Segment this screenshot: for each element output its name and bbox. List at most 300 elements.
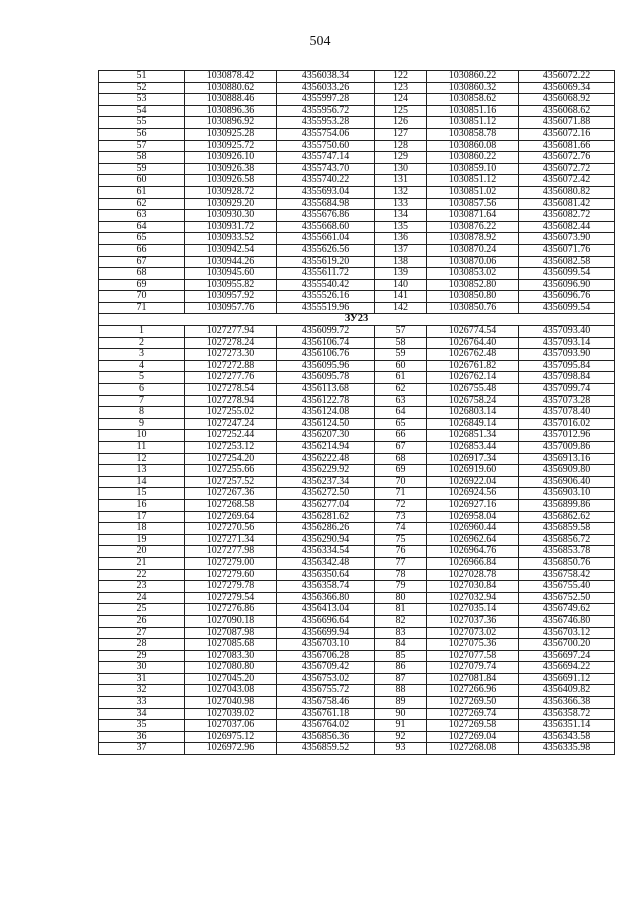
table-cell: 1027028.78 (427, 569, 519, 581)
table-cell: 1030928.72 (185, 186, 277, 198)
table-cell: 1027272.88 (185, 360, 277, 372)
table-cell: 1027037.06 (185, 720, 277, 732)
table-cell: 4356286.26 (277, 523, 375, 535)
table-row (99, 384, 615, 396)
table-cell: 78 (375, 569, 427, 581)
table-row (99, 731, 615, 743)
table-cell: 4355668.60 (277, 221, 375, 233)
table-cell: 61 (375, 372, 427, 384)
table-cell: 4356072.72 (519, 163, 615, 175)
table-cell: 4356413.04 (277, 604, 375, 616)
table-cell: 80 (375, 592, 427, 604)
table-row (99, 442, 615, 454)
table-cell: 1027039.02 (185, 708, 277, 720)
table-cell: 1030860.22 (427, 71, 519, 83)
table-cell: 4356096.90 (519, 279, 615, 291)
table-cell: 4356856.72 (519, 534, 615, 546)
table-cell: 4356095.96 (277, 360, 375, 372)
table-cell: 4356764.02 (277, 720, 375, 732)
table-cell: 35 (99, 720, 185, 732)
table-row (99, 523, 615, 535)
table-cell: 4356755.72 (277, 685, 375, 697)
table-cell: 18 (99, 523, 185, 535)
table-cell: 81 (375, 604, 427, 616)
table-cell: 1030860.32 (427, 82, 519, 94)
table-cell: 4356752.50 (519, 592, 615, 604)
table-cell: 4357078.40 (519, 407, 615, 419)
table-cell: 134 (375, 210, 427, 222)
table-cell: 136 (375, 233, 427, 245)
table-cell: 4357016.02 (519, 418, 615, 430)
table-cell: 4356913.16 (519, 453, 615, 465)
table-cell: 4356758.46 (277, 697, 375, 709)
table-cell: 1030851.02 (427, 186, 519, 198)
table-cell: 36 (99, 731, 185, 743)
table-cell: 79 (375, 581, 427, 593)
table-cell: 4356106.76 (277, 349, 375, 361)
table-cell: 60 (375, 360, 427, 372)
table-row (99, 128, 615, 140)
table-cell: 1026975.12 (185, 731, 277, 743)
table-cell: 1027079.74 (427, 662, 519, 674)
table-cell: 1027277.94 (185, 326, 277, 338)
table-cell: 1027278.24 (185, 337, 277, 349)
table-cell: 4356207.30 (277, 430, 375, 442)
table-cell: 1026922.04 (427, 476, 519, 488)
table-cell: 4356350.64 (277, 569, 375, 581)
table-cell: 4356366.38 (519, 697, 615, 709)
table-cell: 4356222.48 (277, 453, 375, 465)
table-cell: 1026962.64 (427, 534, 519, 546)
table-cell: 23 (99, 581, 185, 593)
table-cell: 72 (375, 499, 427, 511)
table-cell: 1027277.76 (185, 372, 277, 384)
table-cell: 139 (375, 268, 427, 280)
table-cell: 1030850.76 (427, 302, 519, 314)
table-cell: 67 (375, 442, 427, 454)
table-cell: 30 (99, 662, 185, 674)
table-row (99, 71, 615, 83)
table-row (99, 662, 615, 674)
table-cell: 4355740.22 (277, 175, 375, 187)
table-cell: 1027270.56 (185, 523, 277, 535)
table-cell: 76 (375, 546, 427, 558)
table-cell: 4355997.28 (277, 94, 375, 106)
table-cell: 1027279.60 (185, 569, 277, 581)
table-cell: 70 (375, 476, 427, 488)
table-row (99, 592, 615, 604)
table-cell: 4355619.20 (277, 256, 375, 268)
table-cell: 4356072.76 (519, 152, 615, 164)
table-cell: 4356072.42 (519, 175, 615, 187)
table-cell: 58 (375, 337, 427, 349)
table-cell: 4356409.82 (519, 685, 615, 697)
table-cell: 4356909.80 (519, 465, 615, 477)
table-cell: 86 (375, 662, 427, 674)
table-cell: 138 (375, 256, 427, 268)
table-cell: 19 (99, 534, 185, 546)
table-cell: 4356358.72 (519, 708, 615, 720)
table-row (99, 407, 615, 419)
table-cell: 1026761.82 (427, 360, 519, 372)
table-cell: 77 (375, 557, 427, 569)
table-cell: 20 (99, 546, 185, 558)
table-cell: 1 (99, 326, 185, 338)
table-cell: 4356694.22 (519, 662, 615, 674)
table-cell: 89 (375, 697, 427, 709)
table-cell: 1026774.54 (427, 326, 519, 338)
table-cell: 4356366.80 (277, 592, 375, 604)
table-cell: 4356124.08 (277, 407, 375, 419)
table-row (99, 465, 615, 477)
table-row (99, 268, 615, 280)
table-row (99, 198, 615, 210)
table-cell: 4356099.72 (277, 326, 375, 338)
table-cell: 4356862.62 (519, 511, 615, 523)
section-title: ЗУ23 (99, 314, 615, 326)
table-cell: 5 (99, 372, 185, 384)
table-cell: 1030896.36 (185, 105, 277, 117)
table-row (99, 546, 615, 558)
table-cell: 4357073.28 (519, 395, 615, 407)
table-cell: 1027030.84 (427, 581, 519, 593)
table-row (99, 615, 615, 627)
table-cell: 4355953.28 (277, 117, 375, 129)
table-row (99, 627, 615, 639)
table-cell: 60 (99, 175, 185, 187)
table-row (99, 453, 615, 465)
table-cell: 4357093.90 (519, 349, 615, 361)
table-cell: 4356073.90 (519, 233, 615, 245)
table-cell: 142 (375, 302, 427, 314)
table-cell: 61 (99, 186, 185, 198)
table-cell: 1026755.48 (427, 384, 519, 396)
table-cell: 1030852.80 (427, 279, 519, 291)
table-cell: 59 (99, 163, 185, 175)
table-cell: 1027247.24 (185, 418, 277, 430)
table-row (99, 685, 615, 697)
table-cell: 4355684.98 (277, 198, 375, 210)
table-row (99, 163, 615, 175)
table-cell: 56 (99, 128, 185, 140)
table-cell: 75 (375, 534, 427, 546)
table-cell: 4355747.14 (277, 152, 375, 164)
table-cell: 64 (375, 407, 427, 419)
table-cell: 14 (99, 476, 185, 488)
table-cell: 16 (99, 499, 185, 511)
table-row (99, 302, 615, 314)
table-cell: 4357093.40 (519, 326, 615, 338)
table-cell: 1030926.58 (185, 175, 277, 187)
table-cell: 4356699.94 (277, 627, 375, 639)
table-cell: 4355519.96 (277, 302, 375, 314)
table-row (99, 360, 615, 372)
table-cell: 84 (375, 639, 427, 651)
table-cell: 4355661.04 (277, 233, 375, 245)
table-row (99, 650, 615, 662)
table-cell: 1030853.02 (427, 268, 519, 280)
table-row (99, 244, 615, 256)
table-cell: 4356906.40 (519, 476, 615, 488)
table-cell: 4356358.74 (277, 581, 375, 593)
table-cell: 73 (375, 511, 427, 523)
table-cell: 4356229.92 (277, 465, 375, 477)
table-cell: 129 (375, 152, 427, 164)
table-cell: 4356899.86 (519, 499, 615, 511)
table-cell: 4356281.62 (277, 511, 375, 523)
table-cell: 1030878.92 (427, 233, 519, 245)
table-cell: 32 (99, 685, 185, 697)
table-cell: 4355743.70 (277, 163, 375, 175)
table-cell: 1027252.44 (185, 430, 277, 442)
table-cell: 4356096.76 (519, 291, 615, 303)
table-cell: 1027083.30 (185, 650, 277, 662)
table-cell: 4355626.56 (277, 244, 375, 256)
table-cell: 1027276.86 (185, 604, 277, 616)
table-cell: 4356068.62 (519, 105, 615, 117)
table-cell: 1026966.84 (427, 557, 519, 569)
table-cell: 1026919.60 (427, 465, 519, 477)
table-cell: 66 (99, 244, 185, 256)
table-cell: 70 (99, 291, 185, 303)
table-row (99, 349, 615, 361)
table-cell: 64 (99, 221, 185, 233)
table-cell: 1030850.80 (427, 291, 519, 303)
table-cell: 58 (99, 152, 185, 164)
table-cell: 1026964.76 (427, 546, 519, 558)
table-cell: 1027269.04 (427, 731, 519, 743)
table-cell: 12 (99, 453, 185, 465)
table-cell: 4355611.72 (277, 268, 375, 280)
table-cell: 62 (99, 198, 185, 210)
table-cell: 4356903.10 (519, 488, 615, 500)
table-cell: 130 (375, 163, 427, 175)
table-cell: 4356081.42 (519, 198, 615, 210)
table-cell: 4356272.50 (277, 488, 375, 500)
table-cell: 1027081.84 (427, 673, 519, 685)
table-cell: 4356099.54 (519, 268, 615, 280)
table-cell: 4356753.02 (277, 673, 375, 685)
table-cell: 4356124.50 (277, 418, 375, 430)
table-cell: 1027266.96 (427, 685, 519, 697)
table-cell: 1030925.28 (185, 128, 277, 140)
table-cell: 1030945.60 (185, 268, 277, 280)
table-cell: 65 (99, 233, 185, 245)
table-row (99, 395, 615, 407)
coordinates-table (98, 70, 615, 755)
table-cell: 67 (99, 256, 185, 268)
table-cell: 4356696.64 (277, 615, 375, 627)
table-cell: 71 (99, 302, 185, 314)
table-cell: 1026960.44 (427, 523, 519, 535)
table-cell: 13 (99, 465, 185, 477)
table-cell: 1026927.16 (427, 499, 519, 511)
table-row (99, 372, 615, 384)
table-cell: 4356113.68 (277, 384, 375, 396)
table-cell: 140 (375, 279, 427, 291)
table-row (99, 430, 615, 442)
table-cell: 1030858.62 (427, 94, 519, 106)
table-cell: 1027268.08 (427, 743, 519, 755)
table-cell: 1027035.14 (427, 604, 519, 616)
table-cell: 1027278.54 (185, 384, 277, 396)
table-cell: 4356697.24 (519, 650, 615, 662)
table-cell: 1026764.40 (427, 337, 519, 349)
table-cell: 1027077.58 (427, 650, 519, 662)
table-cell: 4356335.98 (519, 743, 615, 755)
table-cell: 4357012.96 (519, 430, 615, 442)
table-cell: 4356095.78 (277, 372, 375, 384)
table-row (99, 569, 615, 581)
table-cell: 4356072.16 (519, 128, 615, 140)
table-cell: 4356334.54 (277, 546, 375, 558)
table-cell: 4356856.36 (277, 731, 375, 743)
table-row (99, 557, 615, 569)
table-row (99, 326, 615, 338)
table-cell: 1030860.08 (427, 140, 519, 152)
table-cell: 69 (375, 465, 427, 477)
table-cell: 37 (99, 743, 185, 755)
table-cell: 2 (99, 337, 185, 349)
table-cell: 1030878.42 (185, 71, 277, 83)
table-cell: 1027073.02 (427, 627, 519, 639)
table-row (99, 743, 615, 755)
table-cell: 1026853.44 (427, 442, 519, 454)
table-row (99, 140, 615, 152)
table-cell: 4356342.48 (277, 557, 375, 569)
table-cell: 125 (375, 105, 427, 117)
table-cell: 4355676.86 (277, 210, 375, 222)
table-cell: 1027279.78 (185, 581, 277, 593)
table-cell: 4356703.10 (277, 639, 375, 651)
table-row (99, 291, 615, 303)
table-cell: 1026917.34 (427, 453, 519, 465)
table-row (99, 720, 615, 732)
table-row (99, 105, 615, 117)
table-cell: 4356761.18 (277, 708, 375, 720)
table-cell: 4356071.88 (519, 117, 615, 129)
table-cell: 33 (99, 697, 185, 709)
table-cell: 4356343.58 (519, 731, 615, 743)
table-cell: 1030933.52 (185, 233, 277, 245)
table-cell: 1027277.98 (185, 546, 277, 558)
table-row (99, 511, 615, 523)
table-cell: 68 (99, 268, 185, 280)
table-cell: 17 (99, 511, 185, 523)
table-cell: 1027269.74 (427, 708, 519, 720)
table-cell: 1027267.36 (185, 488, 277, 500)
table-cell: 4357093.14 (519, 337, 615, 349)
table-cell: 63 (375, 395, 427, 407)
table-cell: 57 (375, 326, 427, 338)
table-cell: 3 (99, 349, 185, 361)
table-cell: 4357098.84 (519, 372, 615, 384)
table-cell: 74 (375, 523, 427, 535)
page-number: 504 (309, 34, 331, 49)
table-cell: 1026758.24 (427, 395, 519, 407)
table-cell: 124 (375, 94, 427, 106)
table-cell: 1027032.94 (427, 592, 519, 604)
table-cell: 31 (99, 673, 185, 685)
table-cell: 1027269.64 (185, 511, 277, 523)
table-cell: 1030957.76 (185, 302, 277, 314)
table-row (99, 708, 615, 720)
table-row (99, 152, 615, 164)
table-cell: 4356850.76 (519, 557, 615, 569)
table-cell: 1027040.98 (185, 697, 277, 709)
table-cell: 1027273.30 (185, 349, 277, 361)
table-cell: 63 (99, 210, 185, 222)
table-cell: 8 (99, 407, 185, 419)
table-cell: 62 (375, 384, 427, 396)
table-row (99, 233, 615, 245)
table-cell: 1027269.50 (427, 697, 519, 709)
table-cell: 53 (99, 94, 185, 106)
table-cell: 1026849.14 (427, 418, 519, 430)
table-cell: 1030930.30 (185, 210, 277, 222)
table-cell: 4356122.78 (277, 395, 375, 407)
table-cell: 1030896.92 (185, 117, 277, 129)
table-cell: 1027278.94 (185, 395, 277, 407)
table-cell: 4 (99, 360, 185, 372)
table-cell: 4356082.44 (519, 221, 615, 233)
table-cell: 4356080.82 (519, 186, 615, 198)
table-cell: 1027279.00 (185, 557, 277, 569)
table-cell: 1027045.20 (185, 673, 277, 685)
table-cell: 11 (99, 442, 185, 454)
table-cell: 141 (375, 291, 427, 303)
table-cell: 137 (375, 244, 427, 256)
table-cell: 1027080.80 (185, 662, 277, 674)
table-cell: 1030858.78 (427, 128, 519, 140)
table-cell: 4356351.14 (519, 720, 615, 732)
table-cell: 4356703.12 (519, 627, 615, 639)
table-cell: 4356853.78 (519, 546, 615, 558)
table-cell: 15 (99, 488, 185, 500)
table-cell: 1030888.46 (185, 94, 277, 106)
table-cell: 27 (99, 627, 185, 639)
table-cell: 1027253.12 (185, 442, 277, 454)
table-cell: 1026803.14 (427, 407, 519, 419)
table-row (99, 94, 615, 106)
table-cell: 1026762.48 (427, 349, 519, 361)
table-cell: 4356691.12 (519, 673, 615, 685)
table-cell: 9 (99, 418, 185, 430)
table-cell: 93 (375, 743, 427, 755)
table-cell: 4357009.86 (519, 442, 615, 454)
table-cell: 1030857.56 (427, 198, 519, 210)
table-cell: 51 (99, 71, 185, 83)
table-cell: 122 (375, 71, 427, 83)
table-cell: 4355754.06 (277, 128, 375, 140)
table-cell: 1030880.62 (185, 82, 277, 94)
table-cell: 1027254.20 (185, 453, 277, 465)
table-cell: 57 (99, 140, 185, 152)
table-cell: 1030931.72 (185, 221, 277, 233)
table-row (99, 534, 615, 546)
table-cell: 25 (99, 604, 185, 616)
table-row (99, 82, 615, 94)
table-row (99, 499, 615, 511)
table-cell: 68 (375, 453, 427, 465)
table-cell: 66 (375, 430, 427, 442)
table-cell: 4356072.22 (519, 71, 615, 83)
table-row (99, 639, 615, 651)
table-cell: 55 (99, 117, 185, 129)
table-cell: 4356709.42 (277, 662, 375, 674)
table-cell: 4355540.42 (277, 279, 375, 291)
table-row (99, 175, 615, 187)
